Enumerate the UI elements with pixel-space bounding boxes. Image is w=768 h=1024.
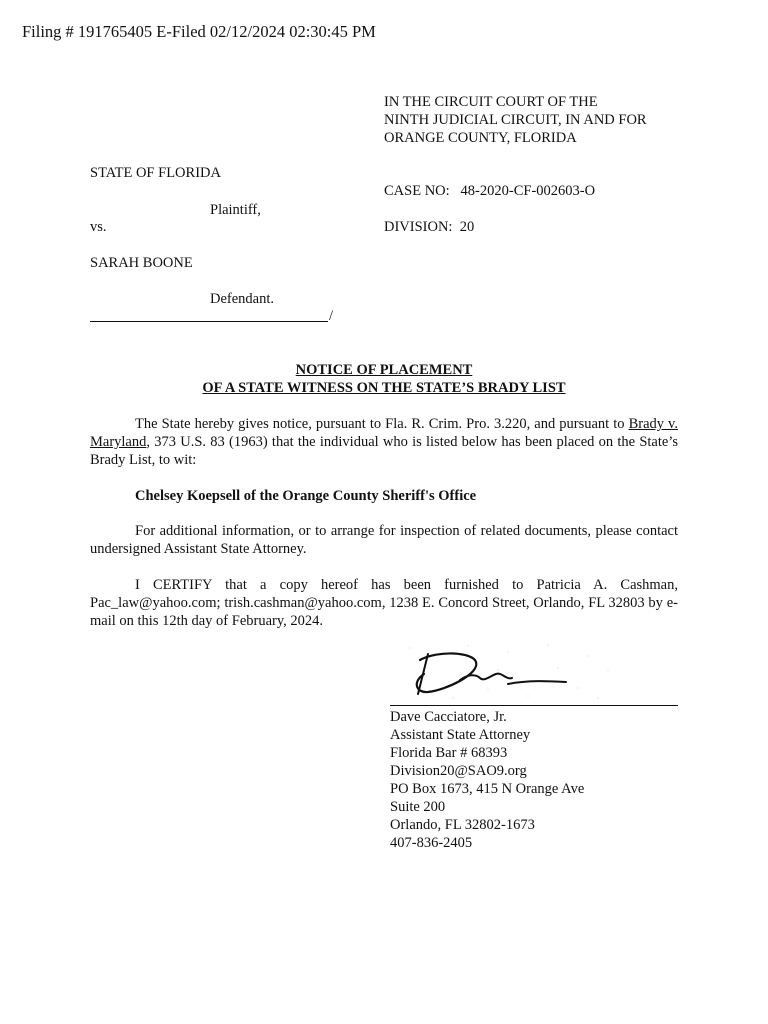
case-citation: Brady v. Maryland [90,416,678,450]
division-label: DIVISION: [384,219,453,235]
defendant-name: SARAH BOONE [90,255,193,271]
phone-number: 407-836-2405 [390,835,473,851]
plaintiff-name: STATE OF FLORIDA [90,165,221,181]
plaintiff-label: Plaintiff, [210,202,261,218]
notice-title-line-1: NOTICE OF PLACEMENT [295,362,473,378]
signature-line [390,705,678,706]
notice-paragraph [90,415,678,469]
address-line-2: Suite 200 [390,799,446,815]
case-number-row [384,182,595,200]
handwritten-signature [398,640,624,704]
notice-title-line-2: OF A STATE WITNESS ON THE STATE’S BRADY LIST [202,380,566,396]
attorney-email: Division20@SAO9.org [390,763,527,779]
paragraph-text: The State hereby gives notice, pursuant to Fla. R. Crim. Pro. 3.220, and pursuant to [135,416,629,432]
court-line-2: NINTH JUDICIAL CIRCUIT, IN AND FOR [384,112,647,128]
filing-header: Filing # 191765405 E-Filed 02/12/2024 02:30:45 PM [22,22,376,41]
caption-underline [90,321,328,322]
defendant-label: Defendant. [210,291,275,307]
case-number-label: CASE NO: [384,183,450,199]
court-line-3: ORANGE COUNTY, FLORIDA [384,130,577,146]
attorney-title: Assistant State Attorney [390,727,531,743]
certificate-paragraph: I CERTIFY that a copy hereof has been furnished to Patricia A. Cashman, Pac_law@yahoo.com; trish.cashman@yahoo.com, 1238 E. Concord Street, Orlando, FL 32803 by e-mail on this 12th day of February, 2024. [90,577,678,629]
bar-number: Florida Bar # 68393 [390,745,508,761]
caption-slash: / [329,308,334,324]
attorney-name: Dave Cacciatore, Jr. [390,709,507,725]
versus-text: vs. [90,219,107,235]
witness-name: Chelsey Koepsell of the Orange County Sheriff's Office [135,488,477,504]
address-line-1: PO Box 1673, 415 N Orange Ave [390,781,585,797]
division-row [384,218,474,236]
address-city: Orlando, FL 32802-1673 [390,817,535,833]
division-number: 20 [459,219,475,235]
case-number: 48-2020-CF-002603-O [460,183,596,199]
court-line-1: IN THE CIRCUIT COURT OF THE [384,94,598,110]
paragraph-text: , 373 U.S. 83 (1963) that the individual who is listed below has been placed on the State’s Brady List, to wit: [90,434,678,468]
contact-paragraph: For additional information, or to arrange for inspection of related documents, please contact undersigned Assistant State Attorney. [90,523,678,557]
